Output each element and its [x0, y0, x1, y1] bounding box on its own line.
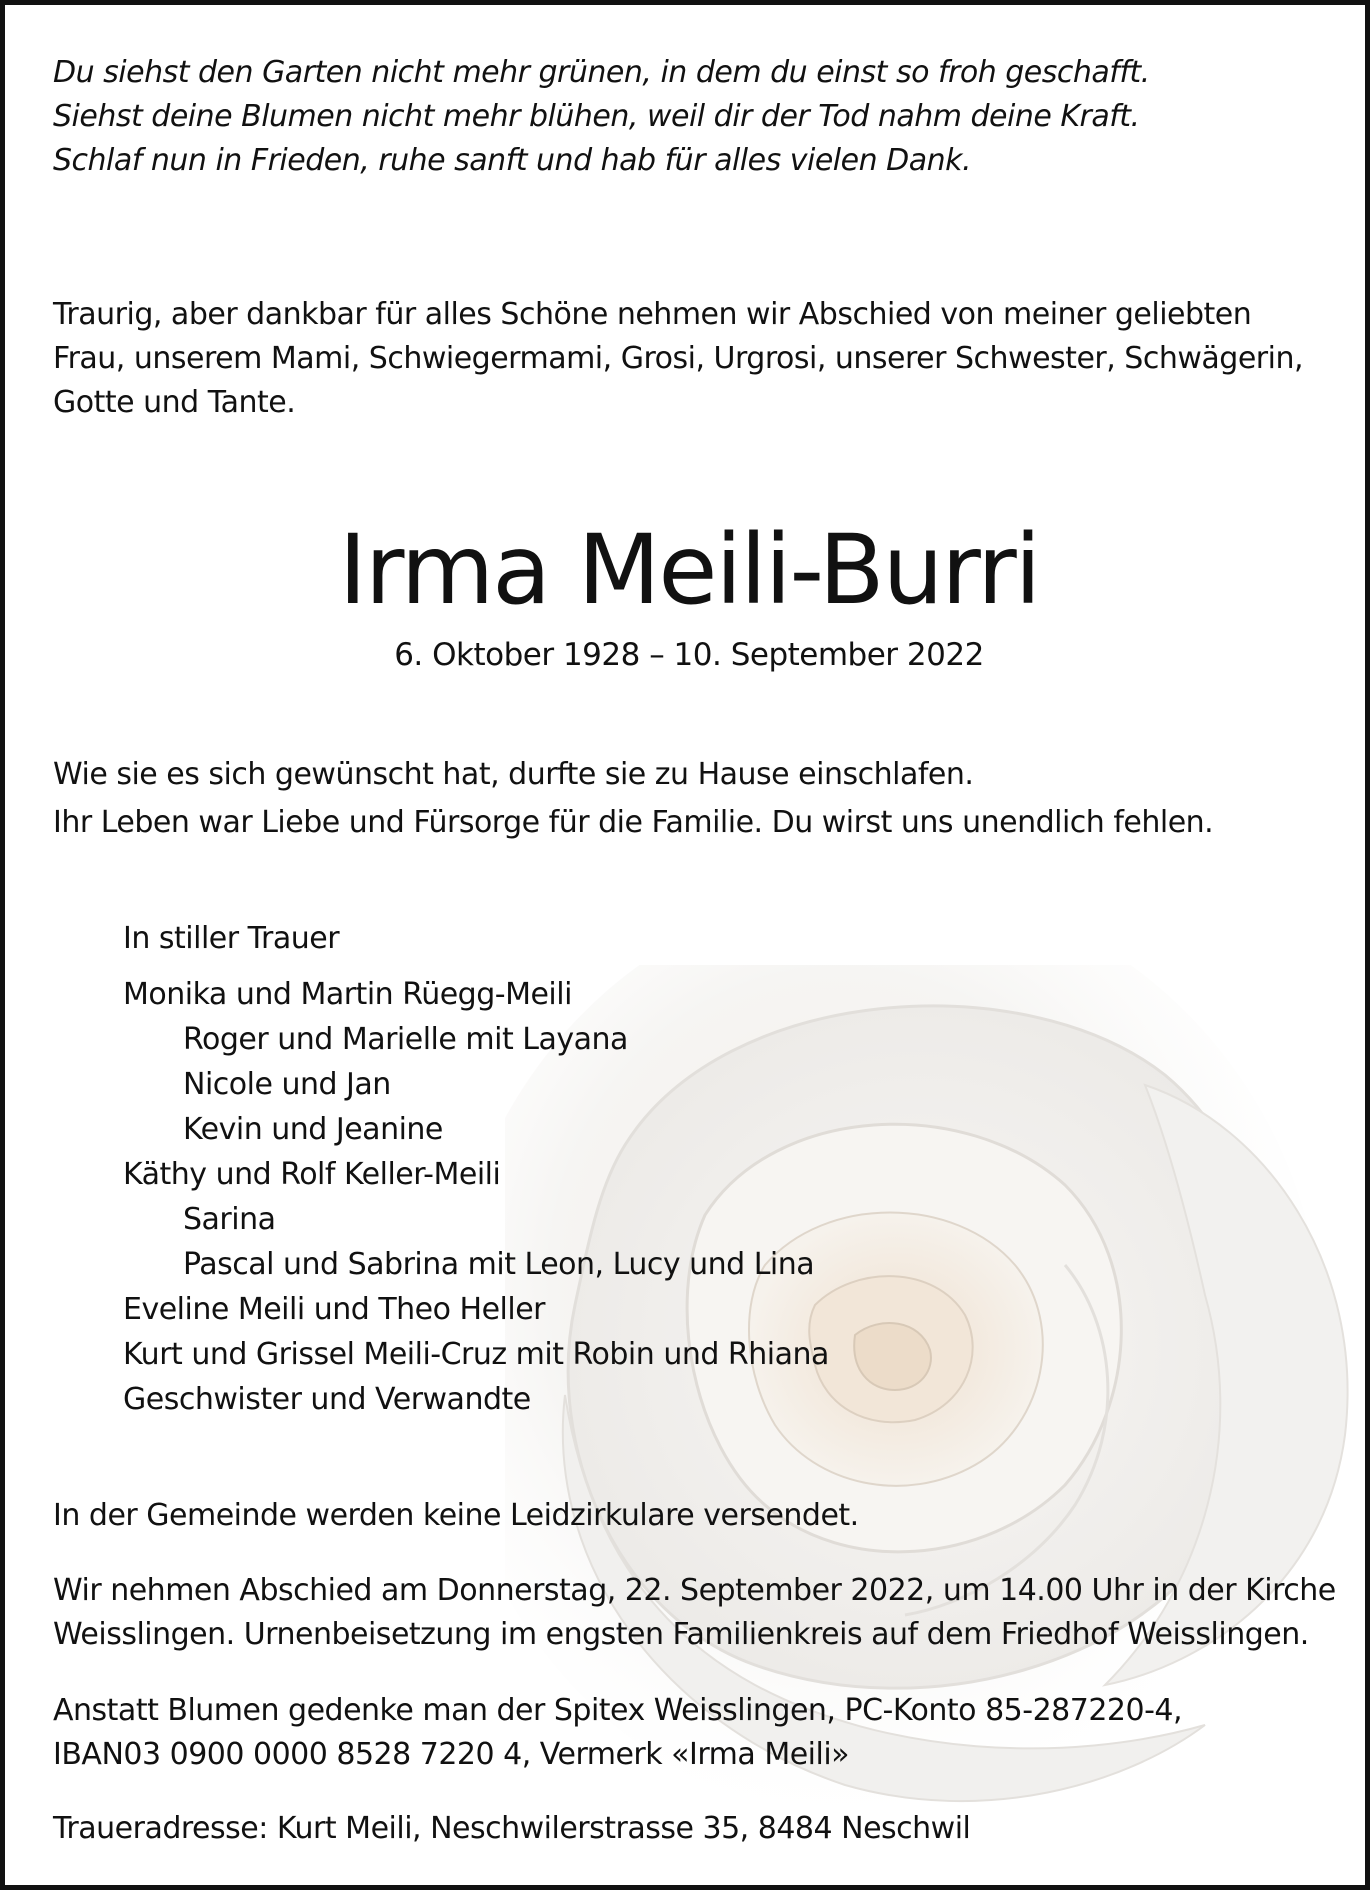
donation-line: IBAN03 0900 0000 8528 7220 4, Vermerk «Irma Meili» [53, 1737, 850, 1772]
mourner-entry: Nicole und Jan [183, 1067, 391, 1102]
tribute-line: Ihr Leben war Liebe und Fürsorge für die Familie. Du wirst uns unendlich fehlen. [53, 805, 1214, 840]
mourner-entry: Käthy und Rolf Keller-Meili [123, 1157, 501, 1192]
mourner-entry: Monika und Martin Rüegg-Meili [123, 977, 572, 1012]
mourners-heading: In stiller Trauer [123, 921, 340, 956]
intro-line: Traurig, aber dankbar für alles Schöne nehmen wir Abschied von meiner geliebten [53, 297, 1252, 332]
farewell-line: Wir nehmen Abschied am Donnerstag, 22. September 2022, um 14.00 Uhr in der Kirche [53, 1573, 1336, 1608]
deceased-name: Irma Meili-Burri [338, 514, 1040, 626]
tribute-line: Wie sie es sich gewünscht hat, durfte sie zu Hause einschlafen. [53, 757, 974, 792]
circulars-notice: In der Gemeinde werden keine Leidzirkulare versendet. [53, 1498, 859, 1533]
notice-content [53, 5, 1336, 1885]
intro-line: Frau, unserem Mami, Schwiegermami, Grosi, Urgrosi, unserer Schwester, Schwägerin, [53, 341, 1303, 376]
mourner-entry: Sarina [183, 1202, 276, 1237]
mourner-entry: Eveline Meili und Theo Heller [123, 1292, 545, 1327]
mourner-entry: Kevin und Jeanine [183, 1112, 443, 1147]
mourning-address: Traueradresse: Kurt Meili, Neschwilerstrasse 35, 8484 Neschwil [53, 1811, 971, 1846]
mourner-entry: Kurt und Grissel Meili-Cruz mit Robin und Rhiana [123, 1337, 829, 1372]
mourner-entry: Pascal und Sabrina mit Leon, Lucy und Lina [183, 1247, 815, 1282]
farewell-line: Weisslingen. Urnenbeisetzung im engsten Familienkreis auf dem Friedhof Weisslingen. [53, 1617, 1309, 1652]
mourner-entry: Geschwister und Verwandte [123, 1382, 531, 1417]
mourner-entry: Roger und Marielle mit Layana [183, 1022, 628, 1057]
intro-line: Gotte und Tante. [53, 385, 296, 420]
poem-line: Siehst deine Blumen nicht mehr blühen, weil dir der Tod nahm deine Kraft. [53, 99, 1140, 134]
poem-line: Du siehst den Garten nicht mehr grünen, in dem du einst so froh geschafft. [53, 55, 1150, 90]
life-dates: 6. Oktober 1928 – 10. September 2022 [394, 637, 984, 673]
donation-line: Anstatt Blumen gedenke man der Spitex Weisslingen, PC-Konto 85-287220-4, [53, 1693, 1183, 1728]
poem-line: Schlaf nun in Frieden, ruhe sanft und hab für alles vielen Dank. [53, 143, 972, 178]
